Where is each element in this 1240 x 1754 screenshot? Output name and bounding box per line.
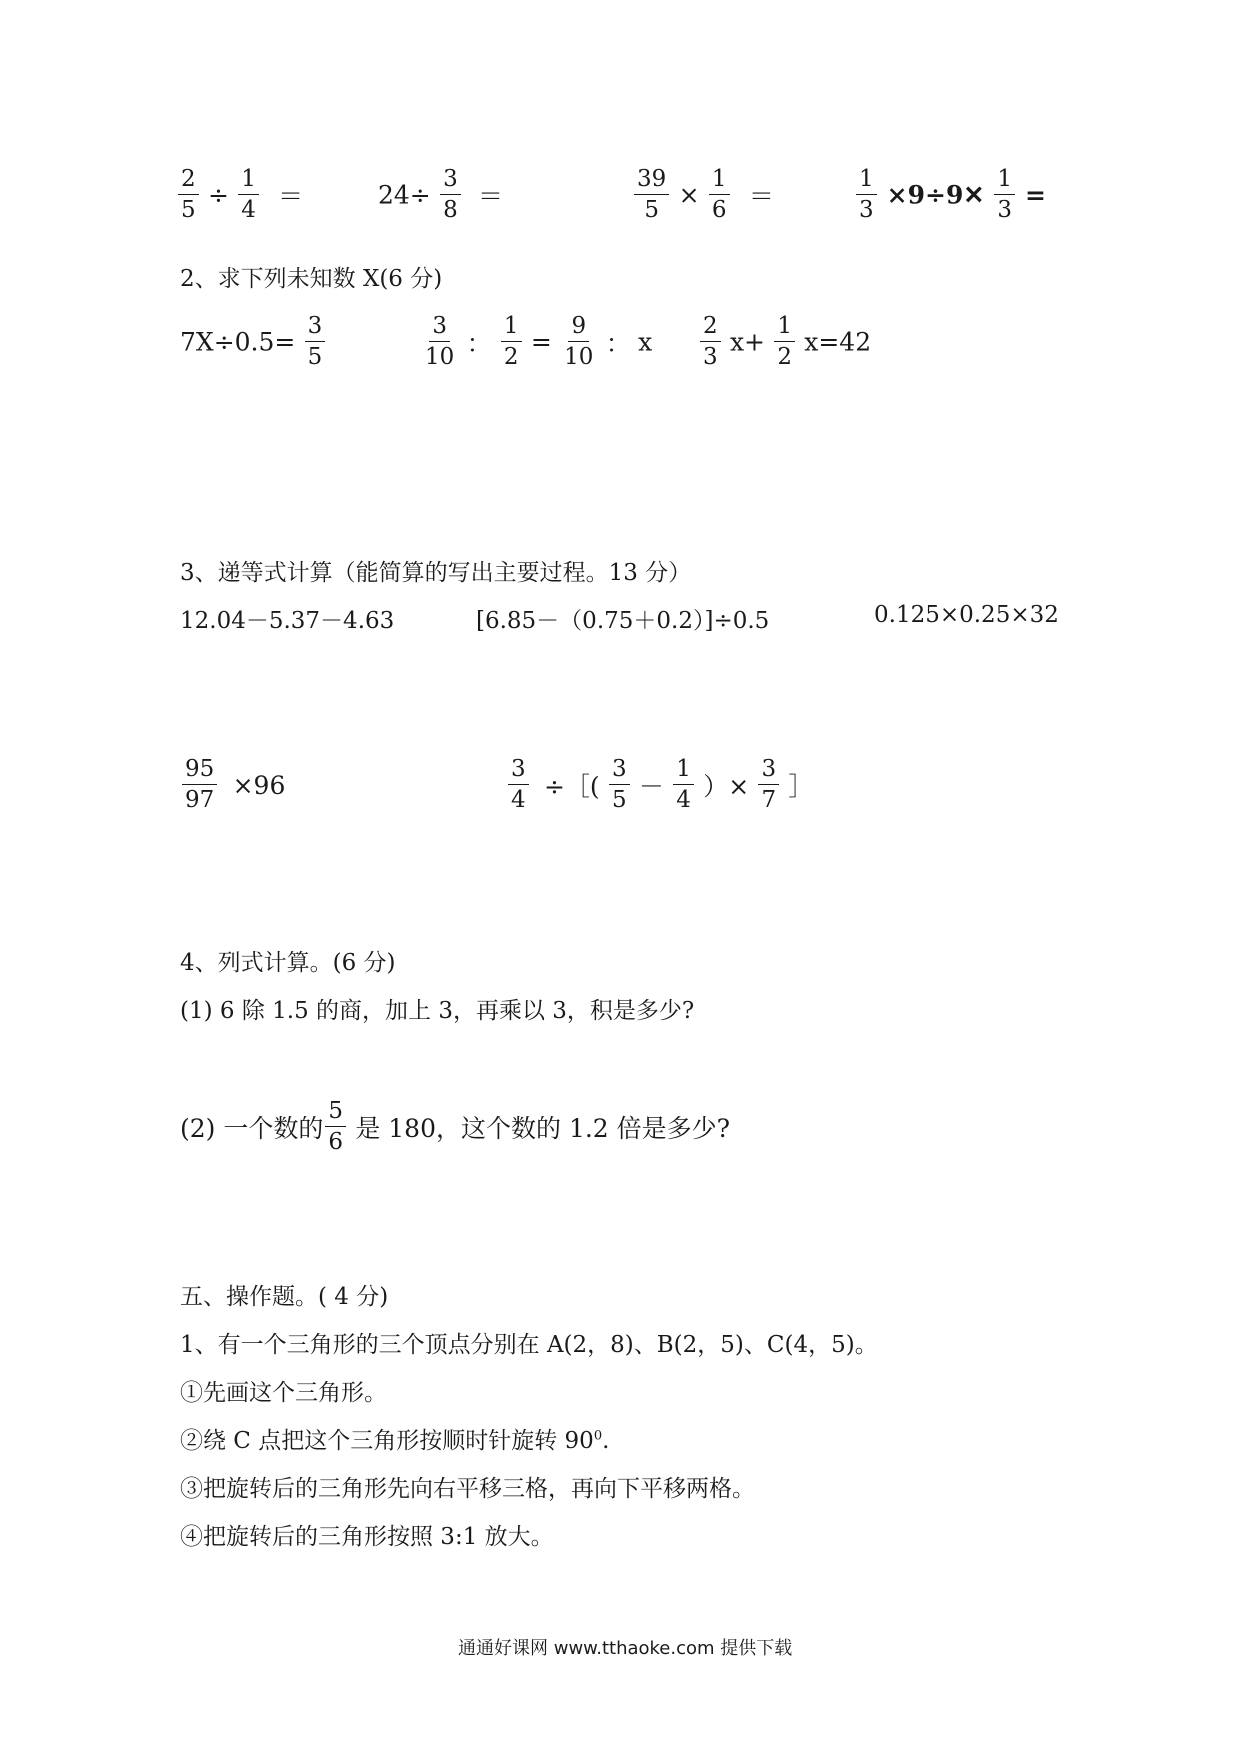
fraction: $\frac{3}{5}$ [305,315,326,369]
word-problem-2: (2) 一个数的 $\frac{5}{6}$ 是 180，这个数的 1.2 倍是多少? [180,1098,731,1155]
fraction: $\frac{1}{4}$ [238,168,259,222]
fraction: $\frac{1}{3}$ [994,168,1015,222]
section-2-title: 2、求下列未知数 X(6 分) [180,266,443,292]
fraction: $\frac{1}{4}$ [673,758,694,812]
fraction: $\frac{95}{97}$ [182,758,217,812]
fraction: $\frac{5}{6}$ [325,1100,346,1154]
equation-1: 7X÷0.5= $\frac{3}{5}$ [180,315,327,369]
fraction: $\frac{1}{6}$ [709,168,730,222]
operation-step-3: ③把旋转后的三角形先向右平移三格，再向下平移两格。 [180,1476,755,1502]
fraction: $\frac{39}{5}$ [634,168,669,222]
calc-item-3: 0.125×0.25×32 [874,602,1059,628]
section-3-title: 3、递等式计算（能简算的写出主要过程。13 分） [180,560,692,586]
equation-3: $\frac{2}{3}$ x+ $\frac{1}{2}$ x=42 [698,315,871,369]
fraction: $\frac{3}{4}$ [508,758,529,812]
fraction: $\frac{1}{3}$ [856,168,877,222]
operation-question: 1、有一个三角形的三个顶点分别在 A(2，8)、B(2，5)、C(4，5)。 [180,1332,878,1358]
calc-expression-3: $\frac{39}{5}$ × $\frac{1}{6}$ ＝ [632,168,774,222]
fraction: $\frac{1}{2}$ [774,315,795,369]
section-5-title: 五、操作题。( 4 分) [180,1284,389,1310]
fraction: $\frac{9}{10}$ [564,313,594,370]
fraction: $\frac{3}{5}$ [609,758,630,812]
operation-step-4: ④把旋转后的三角形按照 3:1 放大。 [180,1524,554,1550]
fraction: $\frac{3}{10}$ [425,313,455,370]
fraction: $\frac{3}{8}$ [440,168,461,222]
equation-2: $\frac{3}{10}$ ： $\frac{1}{2}$ = $\frac{9}{10}$ ： x [420,315,652,369]
calc-item-5: $\frac{3}{4}$ ÷［( $\frac{3}{5}$ － $\frac{1}{4}$ ）× $\frac{3}{7}$ ］ [506,758,813,812]
word-problem-1: (1) 6 除 1.5 的商，加上 3，再乘以 3，积是多少? [180,998,695,1024]
calc-item-4: $\frac{95}{97}$ ×96 [180,758,285,812]
operation-step-1: ①先画这个三角形。 [180,1380,387,1406]
calc-item-2: [6.85－（0.75＋0.2）]÷0.5 [476,608,770,634]
calc-item-1: 12.04－5.37－4.63 [180,608,395,634]
fraction: $\frac{2}{5}$ [178,168,199,222]
fraction: $\frac{2}{3}$ [700,315,721,369]
calc-expression-1: $\frac{2}{5}$ ÷ $\frac{1}{4}$ ＝ [176,168,303,222]
calc-expression-2: 24÷ $\frac{3}{8}$ ＝ [378,166,504,223]
section-4-title: 4、列式计算。(6 分) [180,950,396,976]
calc-expression-4: $\frac{1}{3}$ ×9÷9✕ $\frac{1}{3}$ = [854,168,1046,222]
fraction: $\frac{1}{2}$ [501,315,522,369]
page-footer: 通通好课网 www.tthaoke.com 提供下载 [458,1638,793,1659]
fraction: $\frac{3}{7}$ [758,758,779,812]
operation-step-2: ②绕 C 点把这个三角形按顺时针旋转 $90^0$. [180,1428,610,1454]
